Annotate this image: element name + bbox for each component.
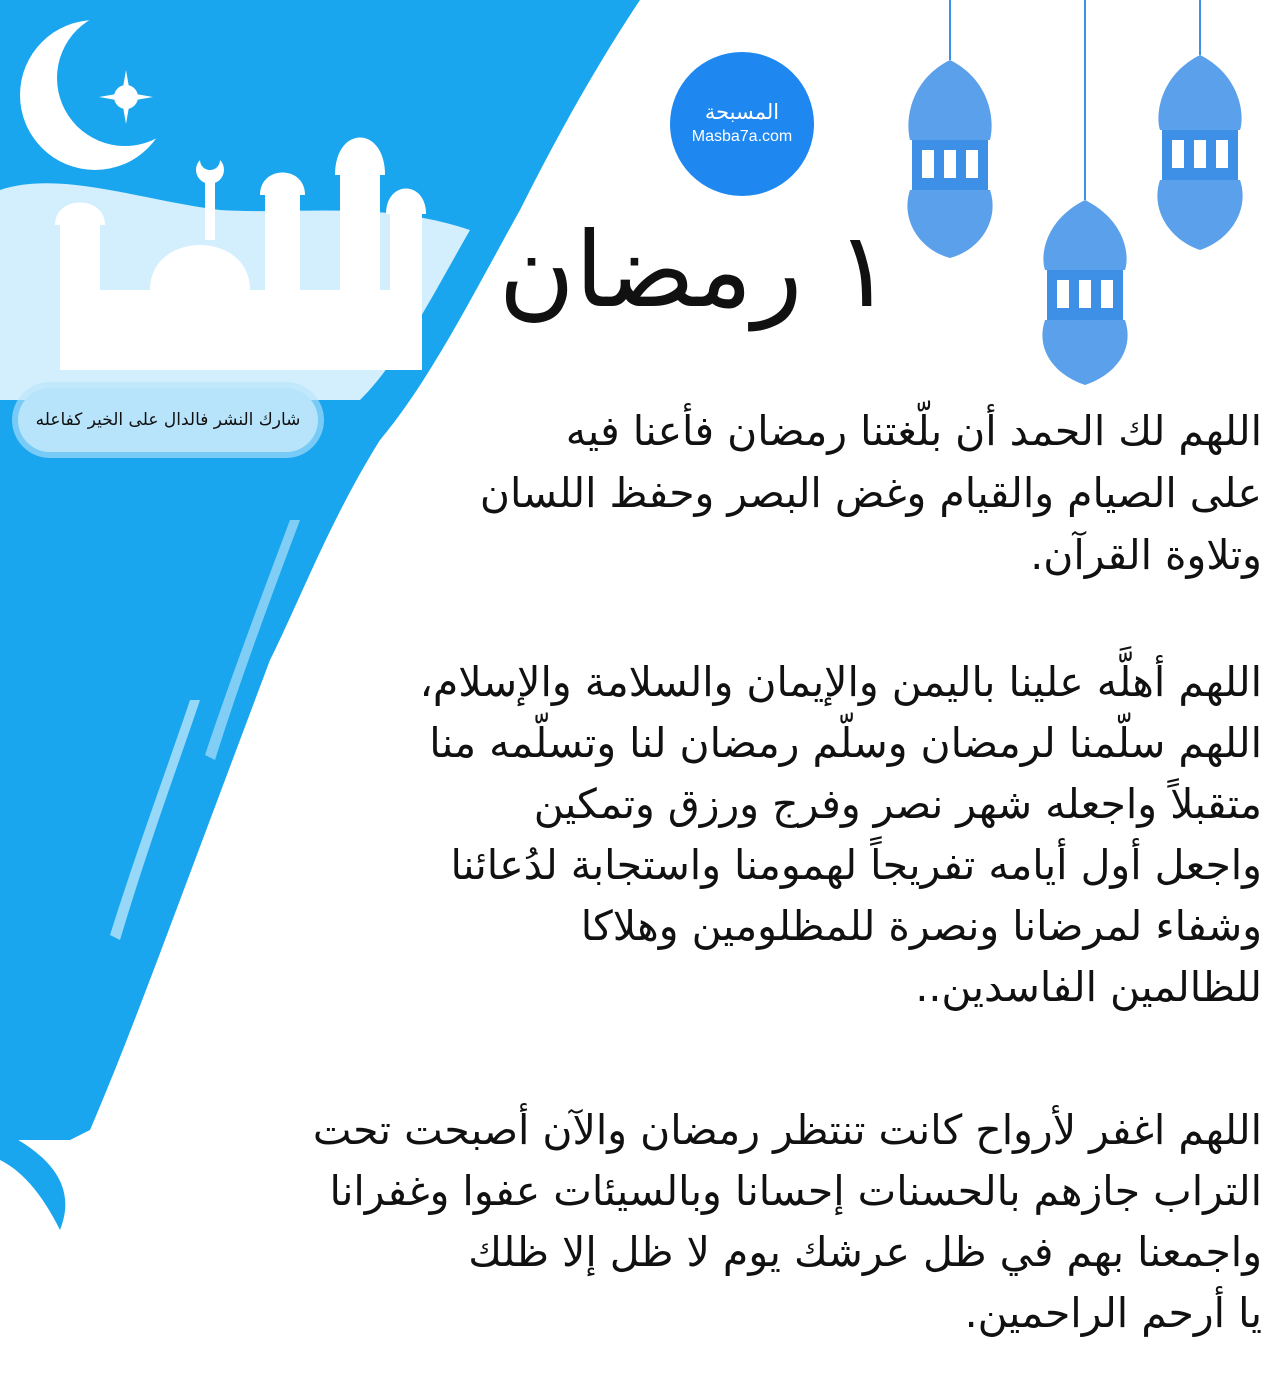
prayer-line: اللهم سلّمنا لرمضان وسلّم رمضان لنا وتسلّمه منا	[429, 719, 1262, 767]
lantern-icon	[907, 0, 992, 258]
prayer-line: وتلاوة القرآن.	[1030, 531, 1262, 579]
prayer-line: على الصيام والقيام وغض البصر وحفظ اللسان	[479, 469, 1262, 517]
prayer-line: اللهم لك الحمد أن بلّغتنا رمضان فأعنا فيه	[565, 407, 1262, 455]
share-note: شارك النشر فالدال على الخير كفاعله	[18, 388, 318, 452]
prayer-line: واجعل أول أيامه تفريجاً لهمومنا واستجابة لدُعائنا	[450, 841, 1262, 889]
prayer-line: يا أرحم الراحمين.	[964, 1289, 1262, 1337]
site-logo-badge	[670, 52, 814, 196]
page-title: ١ رمضان	[498, 209, 892, 331]
prayer-line: وشفاء لمرضانا ونصرة للمظلومين وهلاكا	[580, 902, 1262, 950]
prayer-line: متقبلاً واجعله شهر نصر وفرج ورزق وتمكين	[533, 780, 1262, 828]
prayer-paragraph-1	[480, 400, 1262, 586]
prayer-line: واجمعنا بهم في ظل عرشك يوم لا ظل إلا ظلك	[468, 1228, 1262, 1276]
prayer-paragraph-2	[420, 652, 1262, 1018]
prayer-line: اللهم أهلَّه علينا باليمن والإيمان والسلامة والإسلام،	[419, 658, 1262, 706]
prayer-line: للظالمين الفاسدين..	[915, 963, 1262, 1011]
logo-arabic-name: المسبحة	[704, 100, 780, 124]
prayer-line: اللهم اغفر لأرواح كانت تنتظر رمضان والآن أصبحت تحت	[312, 1106, 1262, 1154]
lantern-icon	[1157, 0, 1242, 250]
lantern-icon	[1042, 0, 1127, 385]
logo-site-name: Masba7a.com	[691, 128, 793, 145]
prayer-paragraph-3	[313, 1100, 1262, 1344]
prayer-line: التراب جازهم بالحسنات إحسانا وبالسيئات عفوا وغفرانا	[329, 1167, 1262, 1215]
brush-edge	[0, 1130, 65, 1230]
